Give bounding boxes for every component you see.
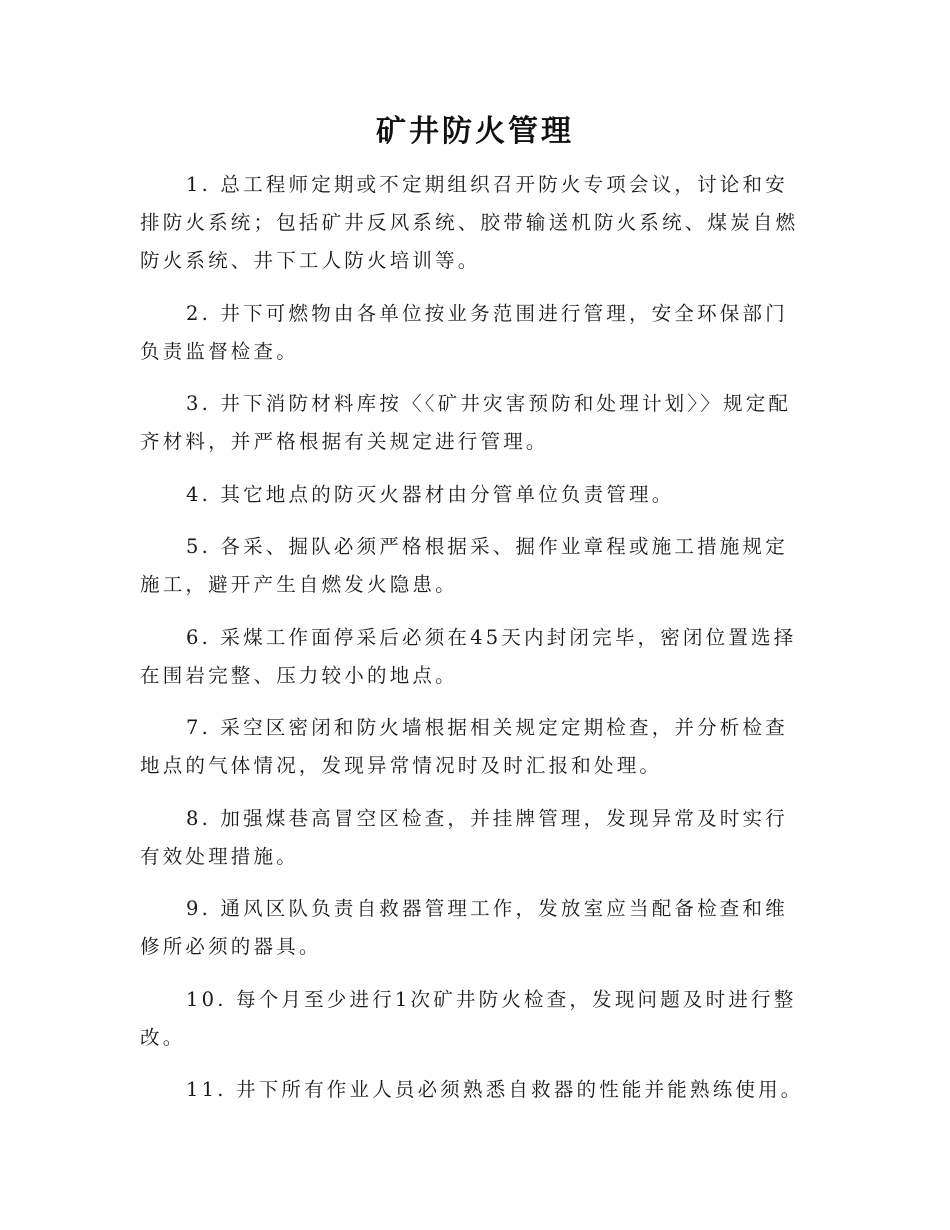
paragraph-5: 5. 各采、掘队必须严格根据采、掘作业章程或施工措施规定施工，避开产生自燃发火隐患。: [140, 535, 788, 596]
paragraph-7: 7. 采空区密闭和防火墙根据相关规定定期检查，并分析检查地点的气体情况，发现异常情况时及时汇报和处理。: [140, 716, 788, 777]
document-body: [140, 166, 808, 1124]
paragraph-8: 8. 加强煤巷高冒空区检查，并挂牌管理，发现异常及时实行有效处理措施。: [140, 806, 788, 868]
paragraph-1: 1. 总工程师定期或不定期组织召开防火专项会议，讨论和安排防火系统；包括矿井反风系统、胶带输送机防火系统、煤炭自燃防火系统、井下工人防火培训等。: [140, 173, 799, 272]
paragraph-11: 11. 井下所有作业人员必须熟悉自救器的性能并能熟练使用。: [186, 1078, 804, 1101]
paragraph-2: 2. 井下可燃物由各单位按业务范围进行管理，安全环保部门负责监督检查。: [140, 301, 788, 363]
paragraph-3: 3. 井下消防材料库按〈〈矿井灾害预防和处理计划〉〉规定配齐材料，并严格根据有关规定进行管理。: [140, 392, 792, 453]
paragraph-9: 9. 通风区队负责自救器管理工作，发放室应当配备检查和维修所必须的器具。: [140, 897, 788, 958]
paragraph-10: 10. 每个月至少进行1次矿井防火检查，发现问题及时进行整改。: [140, 987, 797, 1049]
document-title: 矿井防火管理: [376, 114, 574, 149]
paragraph-6: 6. 采煤工作面停采后必须在45天内封闭完毕，密闭位置选择在围岩完整、压力较小的地点。: [140, 625, 797, 687]
paragraph-4: 4. 其它地点的防灭火器材由分管单位负责管理。: [186, 482, 675, 506]
